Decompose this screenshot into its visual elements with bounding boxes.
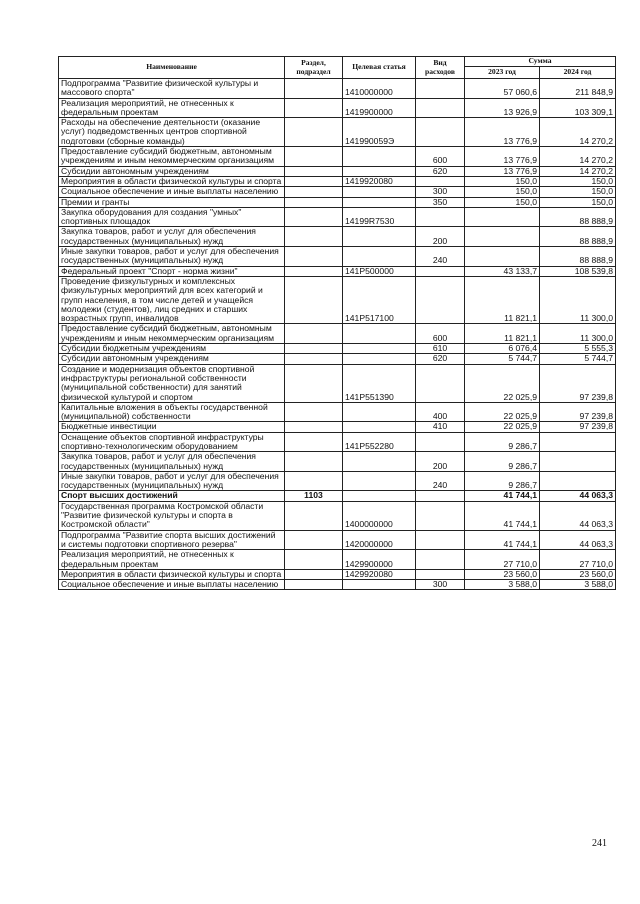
row-amount-2023: 150,0 xyxy=(465,187,540,197)
row-section xyxy=(285,354,343,364)
row-section xyxy=(285,501,343,530)
row-amount-2024: 27 710,0 xyxy=(540,550,616,570)
row-target-code xyxy=(343,491,416,501)
header-section: Раздел, подраздел xyxy=(285,57,343,79)
row-name: Иные закупки товаров, работ и услуг для обеспечения государственных (муниципальных) нужд xyxy=(59,247,285,267)
row-expense-type xyxy=(416,569,465,579)
row-section xyxy=(285,550,343,570)
header-sum: Сумма xyxy=(465,57,616,67)
row-target-code: 141P552280 xyxy=(343,432,416,452)
row-amount-2023: 11 821,1 xyxy=(465,324,540,344)
table-row xyxy=(59,569,616,579)
row-section xyxy=(285,197,343,207)
row-target-code: 1429920080 xyxy=(343,569,416,579)
row-name: Спорт высших достижений xyxy=(59,491,285,501)
row-amount-2024 xyxy=(540,432,616,452)
table-header-row xyxy=(59,57,616,67)
table-row xyxy=(59,118,616,147)
row-name: Субсидии автономным учреждениям xyxy=(59,354,285,364)
row-amount-2023: 9 286,7 xyxy=(465,471,540,491)
row-amount-2023: 5 744,7 xyxy=(465,354,540,364)
row-target-code xyxy=(343,324,416,344)
row-name: Социальное обеспечение и иные выплаты населению xyxy=(59,187,285,197)
row-section xyxy=(285,276,343,323)
row-target-code: 1420000000 xyxy=(343,530,416,550)
table-row xyxy=(59,197,616,207)
row-expense-type: 300 xyxy=(416,187,465,197)
row-section xyxy=(285,147,343,167)
row-amount-2024: 5 744,7 xyxy=(540,354,616,364)
row-amount-2024: 14 270,2 xyxy=(540,118,616,147)
row-expense-type xyxy=(416,530,465,550)
row-name: Реализация мероприятий, не отнесенных к федеральным проектам xyxy=(59,550,285,570)
row-target-code xyxy=(343,227,416,247)
row-expense-type xyxy=(416,491,465,501)
row-amount-2023: 3 588,0 xyxy=(465,580,540,590)
row-amount-2024: 97 239,8 xyxy=(540,364,616,402)
table-row xyxy=(59,364,616,402)
row-amount-2023 xyxy=(465,227,540,247)
row-section xyxy=(285,452,343,472)
row-name: Закупка товаров, работ и услуг для обеспечения государственных (муниципальных) нужд xyxy=(59,452,285,472)
table-row xyxy=(59,344,616,354)
table-row xyxy=(59,471,616,491)
row-amount-2023: 9 286,7 xyxy=(465,432,540,452)
row-section xyxy=(285,79,343,99)
row-amount-2023: 22 025,9 xyxy=(465,402,540,422)
row-section xyxy=(285,471,343,491)
row-target-code xyxy=(343,197,416,207)
row-name: Федеральный проект "Спорт - норма жизни" xyxy=(59,266,285,276)
table-row xyxy=(59,98,616,118)
table-row xyxy=(59,227,616,247)
row-target-code xyxy=(343,452,416,472)
row-amount-2023: 11 821,1 xyxy=(465,276,540,323)
row-name: Закупка оборудования для создания "умных" спортивных площадок xyxy=(59,207,285,227)
table-row xyxy=(59,166,616,176)
row-target-code: 1410000000 xyxy=(343,79,416,99)
row-target-code xyxy=(343,344,416,354)
row-expense-type xyxy=(416,118,465,147)
row-amount-2023: 22 025,9 xyxy=(465,422,540,432)
row-amount-2023: 9 286,7 xyxy=(465,452,540,472)
row-amount-2024: 211 848,9 xyxy=(540,79,616,99)
row-expense-type: 410 xyxy=(416,422,465,432)
table-row xyxy=(59,147,616,167)
row-target-code xyxy=(343,402,416,422)
row-name: Подпрограмма "Развитие физической культуры и массового спорта" xyxy=(59,79,285,99)
table-row xyxy=(59,187,616,197)
row-expense-type: 200 xyxy=(416,227,465,247)
row-amount-2023: 6 076,4 xyxy=(465,344,540,354)
row-section xyxy=(285,324,343,344)
row-amount-2024 xyxy=(540,471,616,491)
row-expense-type: 200 xyxy=(416,452,465,472)
row-amount-2023: 41 744,1 xyxy=(465,530,540,550)
row-target-code xyxy=(343,247,416,267)
row-section xyxy=(285,432,343,452)
row-amount-2023: 41 744,1 xyxy=(465,491,540,501)
table-row xyxy=(59,207,616,227)
table-row xyxy=(59,452,616,472)
table-row xyxy=(59,176,616,186)
row-section xyxy=(285,227,343,247)
row-section xyxy=(285,580,343,590)
header-target: Целевая статья xyxy=(343,57,416,79)
row-expense-type: 240 xyxy=(416,247,465,267)
row-target-code xyxy=(343,166,416,176)
row-amount-2023: 13 776,9 xyxy=(465,147,540,167)
row-expense-type: 600 xyxy=(416,147,465,167)
row-target-code: 1400000000 xyxy=(343,501,416,530)
row-section xyxy=(285,569,343,579)
row-name: Предоставление субсидий бюджетным, автономным учреждениям и иным некоммерческим организациям xyxy=(59,147,285,167)
row-name: Субсидии бюджетным учреждениям xyxy=(59,344,285,354)
row-name: Расходы на обеспечение деятельности (оказание услуг) подведомственных центров спортивной подготовки (сборные команды) xyxy=(59,118,285,147)
row-amount-2023: 13 926,9 xyxy=(465,98,540,118)
row-expense-type: 600 xyxy=(416,324,465,344)
row-amount-2023: 13 776,9 xyxy=(465,118,540,147)
row-amount-2024: 97 239,8 xyxy=(540,402,616,422)
row-expense-type: 610 xyxy=(416,344,465,354)
row-name: Мероприятия в области физической культуры и спорта xyxy=(59,176,285,186)
row-amount-2023: 23 560,0 xyxy=(465,569,540,579)
row-amount-2024: 14 270,2 xyxy=(540,147,616,167)
row-target-code xyxy=(343,187,416,197)
row-amount-2024: 23 560,0 xyxy=(540,569,616,579)
row-expense-type: 350 xyxy=(416,197,465,207)
row-target-code: 141990059Э xyxy=(343,118,416,147)
row-name: Мероприятия в области физической культуры и спорта xyxy=(59,569,285,579)
row-section xyxy=(285,266,343,276)
row-amount-2023: 57 060,6 xyxy=(465,79,540,99)
row-section xyxy=(285,207,343,227)
row-amount-2024: 44 063,3 xyxy=(540,501,616,530)
row-target-code: 141P500000 xyxy=(343,266,416,276)
row-name: Реализация мероприятий, не отнесенных к федеральным проектам xyxy=(59,98,285,118)
row-expense-type xyxy=(416,207,465,227)
row-amount-2024: 103 309,1 xyxy=(540,98,616,118)
table-row xyxy=(59,491,616,501)
row-section xyxy=(285,402,343,422)
row-target-code: 1419900000 xyxy=(343,98,416,118)
row-target-code: 1419920080 xyxy=(343,176,416,186)
row-amount-2023: 13 776,9 xyxy=(465,166,540,176)
row-name: Бюджетные инвестиции xyxy=(59,422,285,432)
row-section xyxy=(285,118,343,147)
row-name: Субсидии автономным учреждениям xyxy=(59,166,285,176)
table-row xyxy=(59,550,616,570)
row-expense-type xyxy=(416,364,465,402)
row-amount-2023: 150,0 xyxy=(465,197,540,207)
row-name: Проведение физкультурных и комплексных физкультурных мероприятий для всех категорий и групп населения, в том числе детей и учащейся молодежи (студентов), лиц средних и старших возрастных групп, инвалидов xyxy=(59,276,285,323)
row-section xyxy=(285,98,343,118)
row-amount-2024: 88 888,9 xyxy=(540,227,616,247)
row-amount-2024: 88 888,9 xyxy=(540,207,616,227)
row-amount-2024: 5 555,3 xyxy=(540,344,616,354)
row-expense-type xyxy=(416,432,465,452)
table-body xyxy=(59,79,616,590)
table-row xyxy=(59,530,616,550)
row-section xyxy=(285,247,343,267)
row-amount-2023: 22 025,9 xyxy=(465,364,540,402)
row-name: Оснащение объектов спортивной инфраструктуры спортивно-технологическим оборудованием xyxy=(59,432,285,452)
header-name: Наименование xyxy=(59,57,285,79)
row-name: Иные закупки товаров, работ и услуг для обеспечения государственных (муниципальных) нужд xyxy=(59,471,285,491)
row-amount-2024: 150,0 xyxy=(540,176,616,186)
row-target-code xyxy=(343,580,416,590)
row-amount-2024: 97 239,8 xyxy=(540,422,616,432)
header-vid: Вид расходов xyxy=(416,57,465,79)
table-row xyxy=(59,247,616,267)
row-section xyxy=(285,166,343,176)
row-expense-type: 300 xyxy=(416,580,465,590)
row-expense-type xyxy=(416,176,465,186)
header-2024: 2024 год xyxy=(540,67,616,79)
row-section xyxy=(285,422,343,432)
row-name: Премии и гранты xyxy=(59,197,285,207)
row-amount-2024: 14 270,2 xyxy=(540,166,616,176)
header-2023: 2023 год xyxy=(465,67,540,79)
row-target-code: 141P551390 xyxy=(343,364,416,402)
row-target-code xyxy=(343,422,416,432)
row-amount-2023: 41 744,1 xyxy=(465,501,540,530)
table-row xyxy=(59,354,616,364)
table-row xyxy=(59,422,616,432)
row-target-code xyxy=(343,147,416,167)
row-expense-type xyxy=(416,550,465,570)
row-expense-type: 620 xyxy=(416,166,465,176)
row-target-code: 141P517100 xyxy=(343,276,416,323)
table-row xyxy=(59,79,616,99)
row-amount-2024 xyxy=(540,452,616,472)
budget-table xyxy=(58,56,616,590)
row-target-code: 14199R7530 xyxy=(343,207,416,227)
row-expense-type: 620 xyxy=(416,354,465,364)
page-number: 241 xyxy=(592,838,607,849)
table-row xyxy=(59,402,616,422)
row-section xyxy=(285,187,343,197)
row-amount-2024: 88 888,9 xyxy=(540,247,616,267)
row-section xyxy=(285,530,343,550)
row-section xyxy=(285,176,343,186)
row-name: Капитальные вложения в объекты государственной (муниципальной) собственности xyxy=(59,402,285,422)
row-amount-2024: 150,0 xyxy=(540,187,616,197)
row-name: Государственная программа Костромской области "Развитие физической культуры и спорта в Костромской области" xyxy=(59,501,285,530)
table-row xyxy=(59,276,616,323)
row-amount-2024: 11 300,0 xyxy=(540,276,616,323)
table-row xyxy=(59,432,616,452)
row-amount-2024: 11 300,0 xyxy=(540,324,616,344)
row-name: Закупка товаров, работ и услуг для обеспечения государственных (муниципальных) нужд xyxy=(59,227,285,247)
table-row xyxy=(59,501,616,530)
row-name: Социальное обеспечение и иные выплаты населению xyxy=(59,580,285,590)
row-expense-type xyxy=(416,501,465,530)
row-expense-type xyxy=(416,266,465,276)
row-amount-2024: 108 539,8 xyxy=(540,266,616,276)
row-name: Предоставление субсидий бюджетным, автономным учреждениям и иным некоммерческим организациям xyxy=(59,324,285,344)
row-amount-2023: 27 710,0 xyxy=(465,550,540,570)
row-target-code xyxy=(343,354,416,364)
row-expense-type xyxy=(416,79,465,99)
row-amount-2023 xyxy=(465,207,540,227)
row-target-code xyxy=(343,471,416,491)
row-section xyxy=(285,364,343,402)
table-row xyxy=(59,580,616,590)
row-amount-2024: 44 063,3 xyxy=(540,491,616,501)
row-amount-2023: 43 133,7 xyxy=(465,266,540,276)
row-section xyxy=(285,344,343,354)
row-amount-2023 xyxy=(465,247,540,267)
row-name: Создание и модернизация объектов спортивной инфраструктуры региональной собственности (муниципальной собственности) для занятий физической культурой и спортом xyxy=(59,364,285,402)
row-name: Подпрограмма "Развитие спорта высших достижений и системы подготовки спортивного резерва" xyxy=(59,530,285,550)
table-row xyxy=(59,266,616,276)
row-expense-type: 400 xyxy=(416,402,465,422)
row-amount-2024: 44 063,3 xyxy=(540,530,616,550)
row-expense-type xyxy=(416,98,465,118)
row-target-code: 1429900000 xyxy=(343,550,416,570)
row-amount-2024: 3 588,0 xyxy=(540,580,616,590)
table-row xyxy=(59,324,616,344)
row-section: 1103 xyxy=(285,491,343,501)
row-expense-type: 240 xyxy=(416,471,465,491)
row-expense-type xyxy=(416,276,465,323)
row-amount-2024: 150,0 xyxy=(540,197,616,207)
row-amount-2023: 150,0 xyxy=(465,176,540,186)
